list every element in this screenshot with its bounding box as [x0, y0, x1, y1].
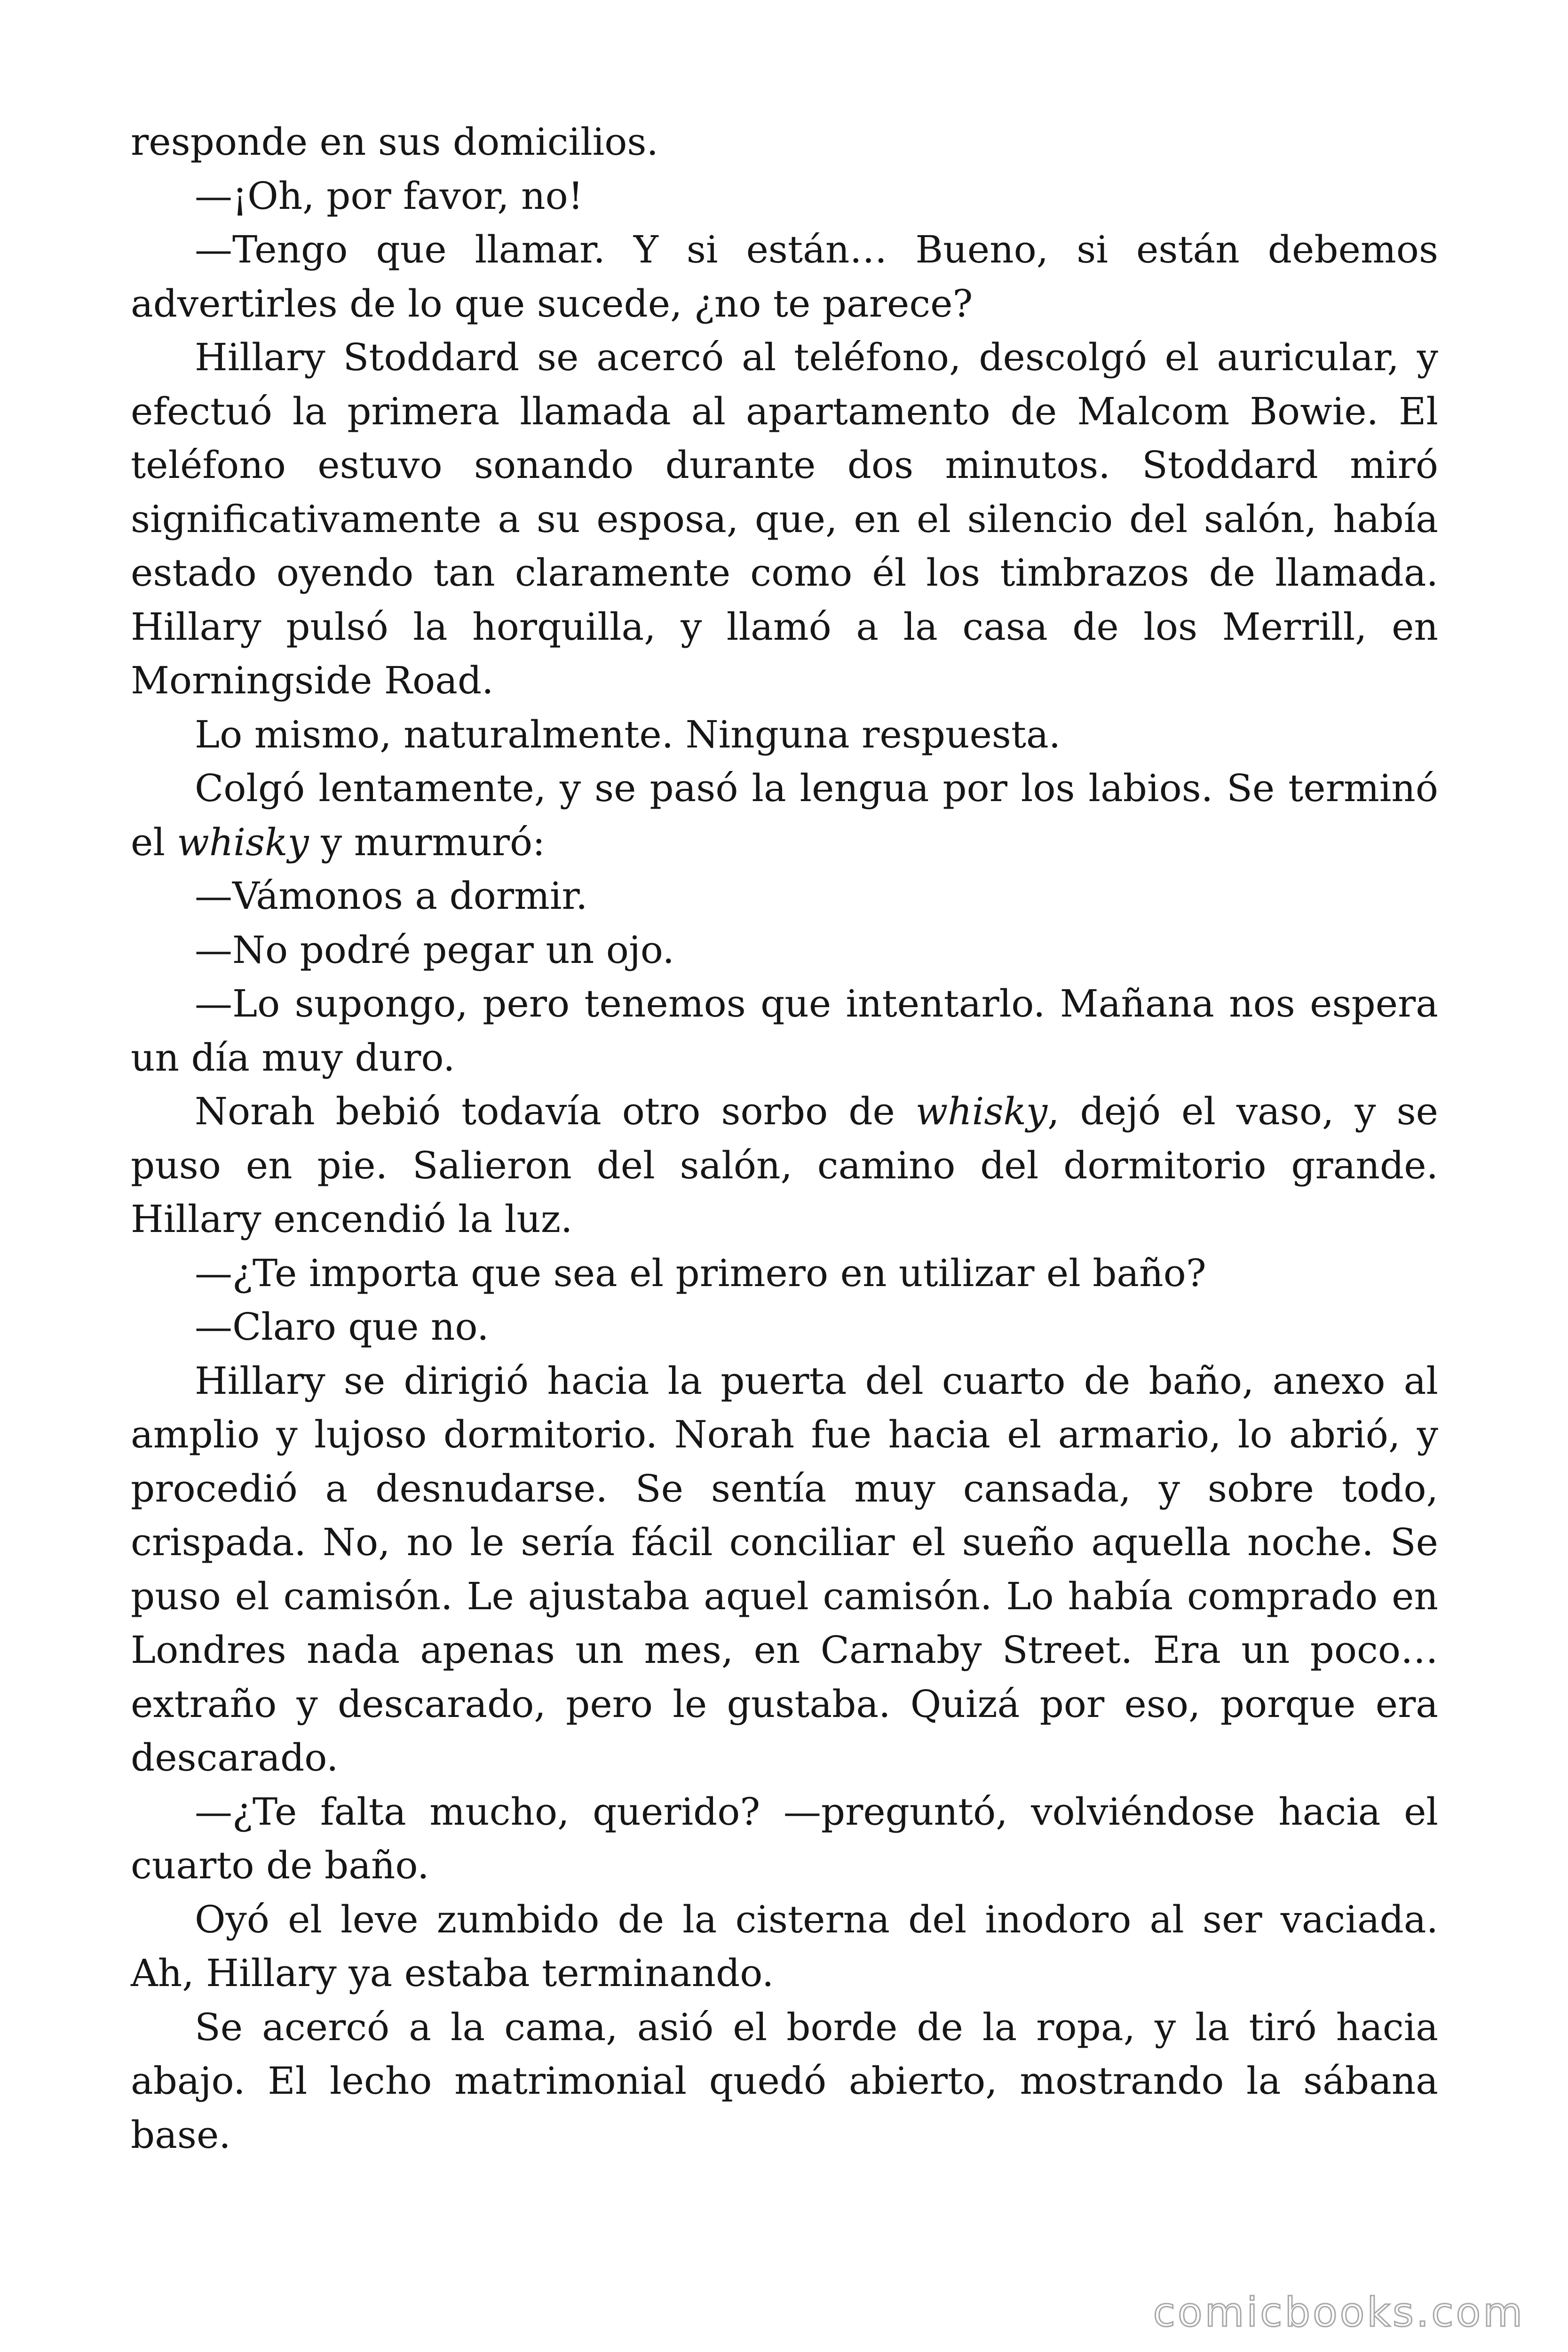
paragraph-text: Norah bebió todavía otro sorbo de — [195, 1089, 916, 1133]
paragraph-text: , dejó el vaso, y se puso en pie. Salieron del salón, camino del dormitorio grande. Hillary encendió la luz. — [131, 1089, 1438, 1241]
italic-word: whisky — [915, 1089, 1048, 1133]
page-body-text — [131, 115, 1438, 2162]
paragraph: —¿Te importa que sea el primero en utilizar el baño? — [195, 1251, 1206, 1295]
paragraph: —Lo supongo, pero tenemos que intentarlo. Mañana nos espera un día muy duro. — [131, 982, 1438, 1080]
paragraph: —Claro que no. — [195, 1305, 489, 1349]
paragraph: Hillary Stoddard se acercó al teléfono, descolgó el auricular, y efectuó la primera llamada al apartamento de Malcom Bowie. El teléfono estuvo sonando durante dos minutos. Stoddard miró significativamente a su esposa, que, en el silencio del salón, había estado oyendo tan claramente como él los timbrazos de llamada. Hillary pulsó la horquilla, y llamó a la casa de los Merrill, en Morningside Road. — [131, 335, 1438, 702]
paragraph — [131, 1085, 1438, 1247]
paragraph-text: Colgó lentamente, y se pasó la lengua por los labios. Se terminó el — [131, 766, 1438, 864]
paragraph: —No podré pegar un ojo. — [195, 928, 674, 972]
paragraph — [131, 762, 1438, 869]
watermark: comicbooks.com — [1153, 2289, 1525, 2336]
paragraph: —¡Oh, por favor, no! — [195, 174, 583, 218]
paragraph: —Vámonos a dormir. — [195, 874, 588, 918]
paragraph: —¿Te falta mucho, querido? —preguntó, volviéndose hacia el cuarto de baño. — [131, 1789, 1438, 1887]
paragraph: —Tengo que llamar. Y si están… Bueno, si están debemos advertirles de lo que sucede, ¿no te parece? — [131, 228, 1438, 326]
italic-word: whisky — [177, 820, 309, 864]
paragraph: Hillary se dirigió hacia la puerta del cuarto de baño, anexo al amplio y lujoso dormitorio. Norah fue hacia el armario, lo abrió, y procedió a desnudarse. Se sentía muy cansada, y sobre todo, crispada. No, no le sería fácil conciliar el sueño aquella noche. Se puso el camisón. Le ajustaba aquel camisón. Lo había comprado en Londres nada apenas un mes, en Carnaby Street. Era un poco… extraño y descarado, pero le gustaba. Quizá por eso, porque era descarado. — [131, 1359, 1438, 1780]
paragraph: responde en sus domicilios. — [131, 120, 658, 164]
paragraph: Lo mismo, naturalmente. Ninguna respuesta. — [195, 712, 1061, 756]
paragraph: Se acercó a la cama, asió el borde de la ropa, y la tiró hacia abajo. El lecho matrimonial quedó abierto, mostrando la sábana base. — [131, 2005, 1438, 2157]
book-page — [131, 0, 1438, 2352]
paragraph: Oyó el leve zumbido de la cisterna del inodoro al ser vaciada. Ah, Hillary ya estaba terminando. — [131, 1897, 1438, 1995]
paragraph-text: y murmuró: — [309, 820, 546, 864]
